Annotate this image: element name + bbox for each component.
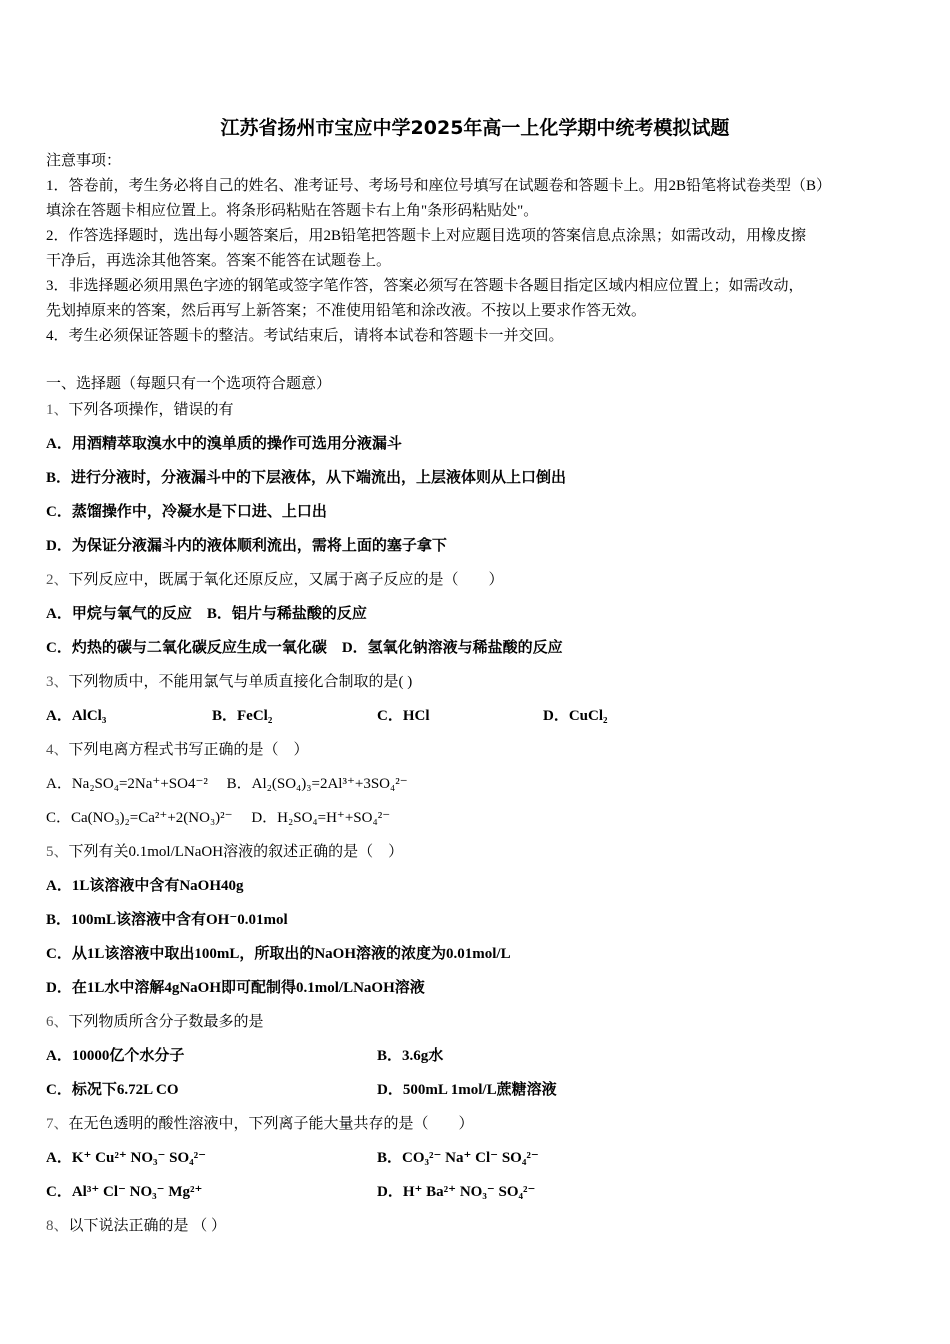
question-number: 5、 [46,844,69,860]
question-number: 7、 [46,1116,69,1132]
option: C．从1L该溶液中取出100mL，所取出的NaOH溶液的浓度为0.01mol/L [46,946,511,962]
option: A．1L该溶液中含有NaOH40g [46,878,244,894]
question-stem [46,740,309,760]
question-stem [46,400,234,420]
stem-text: 下列反应中，既属于氧化还原反应，又属于离子反应的是（ ） [68,572,504,588]
note-line: 先划掉原来的答案，然后再写上新答案；不准使用铅笔和涂改液。不按以上要求作答无效。 [46,303,647,319]
stem-text: 下列有关0.1mol/LNaOH溶液的叙述正确的是（ ） [68,844,404,860]
question-stem [46,1114,474,1134]
note-line: 填涂在答题卡相应位置上。将条形码粘贴在答题卡右上角"条形码粘贴处"。 [46,203,539,219]
option: B．3.6g水 [377,1048,444,1064]
option: A．K⁺ Cu²⁺ NO₃⁻ SO₄²⁻ [46,1150,207,1166]
option: B．CO₃²⁻ Na⁺ Cl⁻ SO₄²⁻ [377,1150,539,1166]
question-number: 8、 [46,1218,69,1234]
question-number: 4、 [46,742,69,758]
stem-text: 在无色透明的酸性溶液中，下列离子能大量共存的是（ ） [68,1116,474,1132]
question-number: 6、 [46,1014,69,1030]
section-heading: 一、选择题（每题只有一个选项符合题意） [46,376,332,392]
stem-text: 以下说法正确的是 （ ） [68,1218,227,1234]
question-stem [46,570,504,590]
option: C．HCl [377,708,430,724]
option: C．标况下6.72L CO [46,1082,179,1098]
option: C．蒸馏操作中，冷凝水是下口进、上口出 [46,504,327,520]
note-line: 3．非选择题必须用黑色字迹的钢笔或签字笔作答，答案必须写在答题卡各题目指定区域内相应位置上；如需改动， [46,278,804,294]
question-stem [46,1216,226,1236]
option: A．10000亿个水分子 [46,1048,185,1064]
question-number: 1、 [46,402,69,418]
option: A．甲烷与氧气的反应 B．铝片与稀盐酸的反应 [46,606,367,622]
page-title: 江苏省扬州市宝应中学2025年高一上化学期中统考模拟试题 [220,117,730,139]
stem-text: 下列各项操作，错误的有 [68,402,234,418]
question-stem [46,842,403,862]
stem-text: 下列物质中，不能用氯气与单质直接化合制取的是( ) [68,674,413,690]
option: D．CuCl₂ [543,708,608,724]
option: D．500mL 1mol/L蔗糖溶液 [377,1082,557,1098]
option: C．Ca(NO₃)₂=Ca²⁺+2(NO₃)²⁻ D．H₂SO₄=H⁺+SO₄²⁻ [46,810,391,826]
option: C．灼热的碳与二氧化碳反应生成一氧化碳 D．氢氧化钠溶液与稀盐酸的反应 [46,640,563,656]
question-number: 2、 [46,572,69,588]
notes-heading: 注意事项： [46,153,122,169]
option: C．Al³⁺ Cl⁻ NO₃⁻ Mg²⁺ [46,1184,203,1200]
option: D．为保证分液漏斗内的液体顺利流出，需将上面的塞子拿下 [46,538,447,554]
option: B．100mL该溶液中含有OH⁻0.01mol [46,912,288,928]
option: D．在1L水中溶解4gNaOH即可配制得0.1mol/LNaOH溶液 [46,980,425,996]
option: D．H⁺ Ba²⁺ NO₃⁻ SO₄²⁻ [377,1184,536,1200]
option: A．用酒精萃取溴水中的溴单质的操作可选用分液漏斗 [46,436,402,452]
option: B．FeCl₂ [212,708,273,724]
note-line: 干净后，再选涂其他答案。答案不能答在试题卷上。 [46,253,392,269]
question-stem [46,672,412,692]
stem-text: 下列电离方程式书写正确的是（ ） [68,742,309,758]
note-line: 4．考生必须保证答题卡的整洁。考试结束后，请将本试卷和答题卡一并交回。 [46,328,564,344]
option: A．AlCl₃ [46,708,107,724]
note-line: 1．答卷前，考生务必将自己的姓名、准考证号、考场号和座位号填写在试题卷和答题卡上。用2B铅笔将试卷类型（B） [46,178,832,194]
option: A．Na₂SO₄=2Na⁺+SO4⁻² B．Al₂(SO₄)₃=2Al³⁺+3SO₄²⁻ [46,776,408,792]
question-number: 3、 [46,674,69,690]
note-line: 2．作答选择题时，选出每小题答案后，用2B铅笔把答题卡上对应题目选项的答案信息点涂黑；如需改动，用橡皮擦 [46,228,807,244]
question-stem [46,1012,264,1032]
option: B．进行分液时，分液漏斗中的下层液体，从下端流出，上层液体则从上口倒出 [46,470,567,486]
stem-text: 下列物质所含分子数最多的是 [68,1014,264,1030]
